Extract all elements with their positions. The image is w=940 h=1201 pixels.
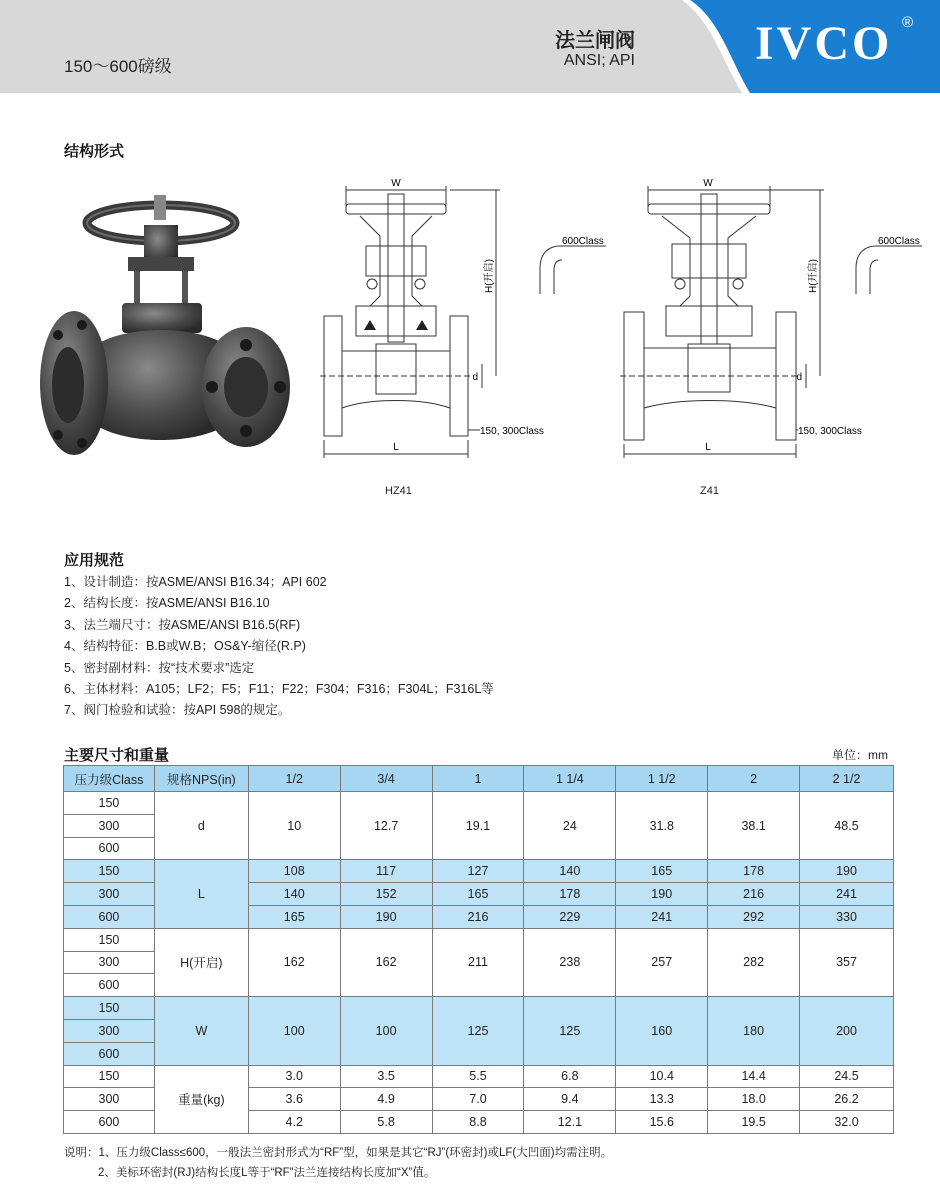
hz41-caption: HZ41	[385, 485, 412, 497]
spec-item: 6、主体材料：A105；LF2；F5；F11；F22；F304；F316；F304L；F316L等	[64, 682, 494, 697]
header-size: 1	[432, 766, 524, 792]
value-cell: 125	[432, 997, 524, 1065]
value-cell: 10.4	[616, 1065, 708, 1088]
value-cell: 180	[708, 997, 800, 1065]
unit-label: 单位：mm	[832, 748, 888, 762]
value-cell: 3.5	[340, 1065, 432, 1088]
value-cell: 12.1	[524, 1111, 616, 1134]
value-cell: 15.6	[616, 1111, 708, 1134]
z41-600class-label: 600Class	[878, 236, 920, 247]
header-class: 压力级Class	[64, 766, 155, 792]
table-row	[64, 1065, 894, 1088]
valve-photo	[36, 185, 298, 475]
value-cell: 10	[248, 792, 340, 860]
class-cell: 300	[64, 1019, 155, 1042]
value-cell: 3.6	[248, 1088, 340, 1111]
header-size: 1/2	[248, 766, 340, 792]
value-cell: 5.8	[340, 1111, 432, 1134]
value-cell: 6.8	[524, 1065, 616, 1088]
table-row	[64, 792, 894, 815]
value-cell: 152	[340, 883, 432, 906]
note-item: 说明：1、压力级Class≤600，一般法兰密封形式为“RF”型，如果是其它“RJ”(环密封)或LF(大凹面)均需注明。	[64, 1147, 613, 1159]
z41-h-label: H(开启)	[808, 259, 819, 293]
value-cell: 9.4	[524, 1088, 616, 1111]
hz41-150class-label: 150, 300Class	[480, 426, 544, 437]
value-cell: 48.5	[800, 792, 894, 860]
registered-mark: ®	[902, 14, 914, 31]
param-cell-l: L	[154, 860, 248, 928]
spec-list	[64, 572, 494, 722]
spec-item: 3、法兰端尺寸：按ASME/ANSI B16.5(RF)	[64, 617, 301, 632]
value-cell: 162	[340, 928, 432, 996]
class-cell: 300	[64, 951, 155, 974]
value-cell: 127	[432, 860, 524, 883]
value-cell: 12.7	[340, 792, 432, 860]
product-title-en: ANSI; API	[563, 52, 635, 69]
value-cell: 190	[340, 905, 432, 928]
product-title-cn: 法兰闸阀	[555, 30, 635, 52]
value-cell: 108	[248, 860, 340, 883]
section-title-structure: 结构形式	[64, 143, 125, 160]
value-cell: 292	[708, 905, 800, 928]
header-size: 2 1/2	[800, 766, 894, 792]
value-cell: 140	[524, 860, 616, 883]
value-cell: 178	[524, 883, 616, 906]
value-cell: 178	[708, 860, 800, 883]
notes	[64, 1143, 612, 1183]
value-cell: 216	[708, 883, 800, 906]
value-cell: 100	[340, 997, 432, 1065]
value-cell: 282	[708, 928, 800, 996]
section-title-dimensions: 主要尺寸和重量	[64, 747, 170, 764]
hz41-drawing	[310, 176, 610, 466]
header-nps: 规格NPS(in)	[154, 766, 248, 792]
value-cell: 140	[248, 883, 340, 906]
note-item: 2、美标环密封(RJ)结构长度L等于“RF”法兰连接结构长度加“X”值。	[98, 1167, 436, 1179]
value-cell: 229	[524, 905, 616, 928]
value-cell: 7.0	[432, 1088, 524, 1111]
param-cell-d: d	[154, 792, 248, 860]
class-cell: 150	[64, 997, 155, 1020]
class-cell: 600	[64, 1111, 155, 1134]
spec-item: 5、密封副材料：按“技术要求”选定	[64, 660, 255, 675]
header-size: 3/4	[340, 766, 432, 792]
value-cell: 38.1	[708, 792, 800, 860]
value-cell: 117	[340, 860, 432, 883]
value-cell: 3.0	[248, 1065, 340, 1088]
value-cell: 8.8	[432, 1111, 524, 1134]
class-cell: 150	[64, 860, 155, 883]
table-row	[64, 928, 894, 951]
hz41-h-label: H(开启)	[484, 259, 495, 293]
table-row	[64, 997, 894, 1020]
value-cell: 14.4	[708, 1065, 800, 1088]
value-cell: 125	[524, 997, 616, 1065]
dimensions-table	[63, 765, 894, 1134]
spec-item: 1、设计制造：按ASME/ANSI B16.34；API 602	[64, 575, 327, 589]
value-cell: 241	[800, 883, 894, 906]
logo-text: IVCO	[755, 17, 893, 70]
value-cell: 31.8	[616, 792, 708, 860]
value-cell: 24.5	[800, 1065, 894, 1088]
hz41-600class-label: 600Class	[562, 236, 604, 247]
z41-150class-label: 150, 300Class	[798, 426, 862, 437]
spec-item: 2、结构长度：按ASME/ANSI B16.10	[64, 596, 270, 611]
hz41-w-label: W	[391, 178, 401, 189]
value-cell: 160	[616, 997, 708, 1065]
value-cell: 200	[800, 997, 894, 1065]
value-cell: 18.0	[708, 1088, 800, 1111]
class-cell: 300	[64, 883, 155, 906]
value-cell: 26.2	[800, 1088, 894, 1111]
page-header	[0, 0, 940, 93]
value-cell: 100	[248, 997, 340, 1065]
header-size: 1 1/2	[616, 766, 708, 792]
class-cell: 600	[64, 1042, 155, 1065]
value-cell: 19.1	[432, 792, 524, 860]
z41-l-label: L	[705, 442, 711, 453]
value-cell: 162	[248, 928, 340, 996]
class-cell: 600	[64, 837, 155, 860]
value-cell: 238	[524, 928, 616, 996]
value-cell: 165	[248, 905, 340, 928]
value-cell: 5.5	[432, 1065, 524, 1088]
value-cell: 241	[616, 905, 708, 928]
pressure-series: 150～600磅级	[64, 57, 172, 76]
value-cell: 24	[524, 792, 616, 860]
param-cell-w: W	[154, 997, 248, 1065]
value-cell: 190	[616, 883, 708, 906]
table-row	[64, 860, 894, 883]
z41-w-label: W	[703, 178, 713, 189]
value-cell: 4.2	[248, 1111, 340, 1134]
value-cell: 165	[432, 883, 524, 906]
value-cell: 4.9	[340, 1088, 432, 1111]
z41-drawing	[610, 176, 926, 466]
z41-caption: Z41	[700, 485, 719, 497]
class-cell: 600	[64, 905, 155, 928]
class-cell: 150	[64, 1065, 155, 1088]
class-cell: 300	[64, 814, 155, 837]
param-cell-weight: 重量(kg)	[154, 1065, 248, 1133]
spec-item: 4、结构特征：B.B或W.B；OS&Y-缩径(R.P)	[64, 639, 306, 654]
value-cell: 257	[616, 928, 708, 996]
class-cell: 300	[64, 1088, 155, 1111]
value-cell: 216	[432, 905, 524, 928]
hz41-d-label: d	[472, 372, 478, 383]
value-cell: 13.3	[616, 1088, 708, 1111]
table-header-row	[64, 766, 894, 792]
header-size: 2	[708, 766, 800, 792]
value-cell: 32.0	[800, 1111, 894, 1134]
header-size: 1 1/4	[524, 766, 616, 792]
class-cell: 150	[64, 928, 155, 951]
param-cell-h: H(开启)	[154, 928, 248, 996]
spec-item: 7、阀门检验和试验：按API 598的规定。	[64, 703, 291, 718]
value-cell: 357	[800, 928, 894, 996]
hz41-l-label: L	[393, 442, 399, 453]
z41-d-label: d	[796, 372, 802, 383]
value-cell: 165	[616, 860, 708, 883]
value-cell: 19.5	[708, 1111, 800, 1134]
class-cell: 150	[64, 792, 155, 815]
value-cell: 190	[800, 860, 894, 883]
section-title-specs: 应用规范	[64, 552, 125, 569]
class-cell: 600	[64, 974, 155, 997]
brand-logo	[650, 0, 940, 93]
value-cell: 211	[432, 928, 524, 996]
value-cell: 330	[800, 905, 894, 928]
